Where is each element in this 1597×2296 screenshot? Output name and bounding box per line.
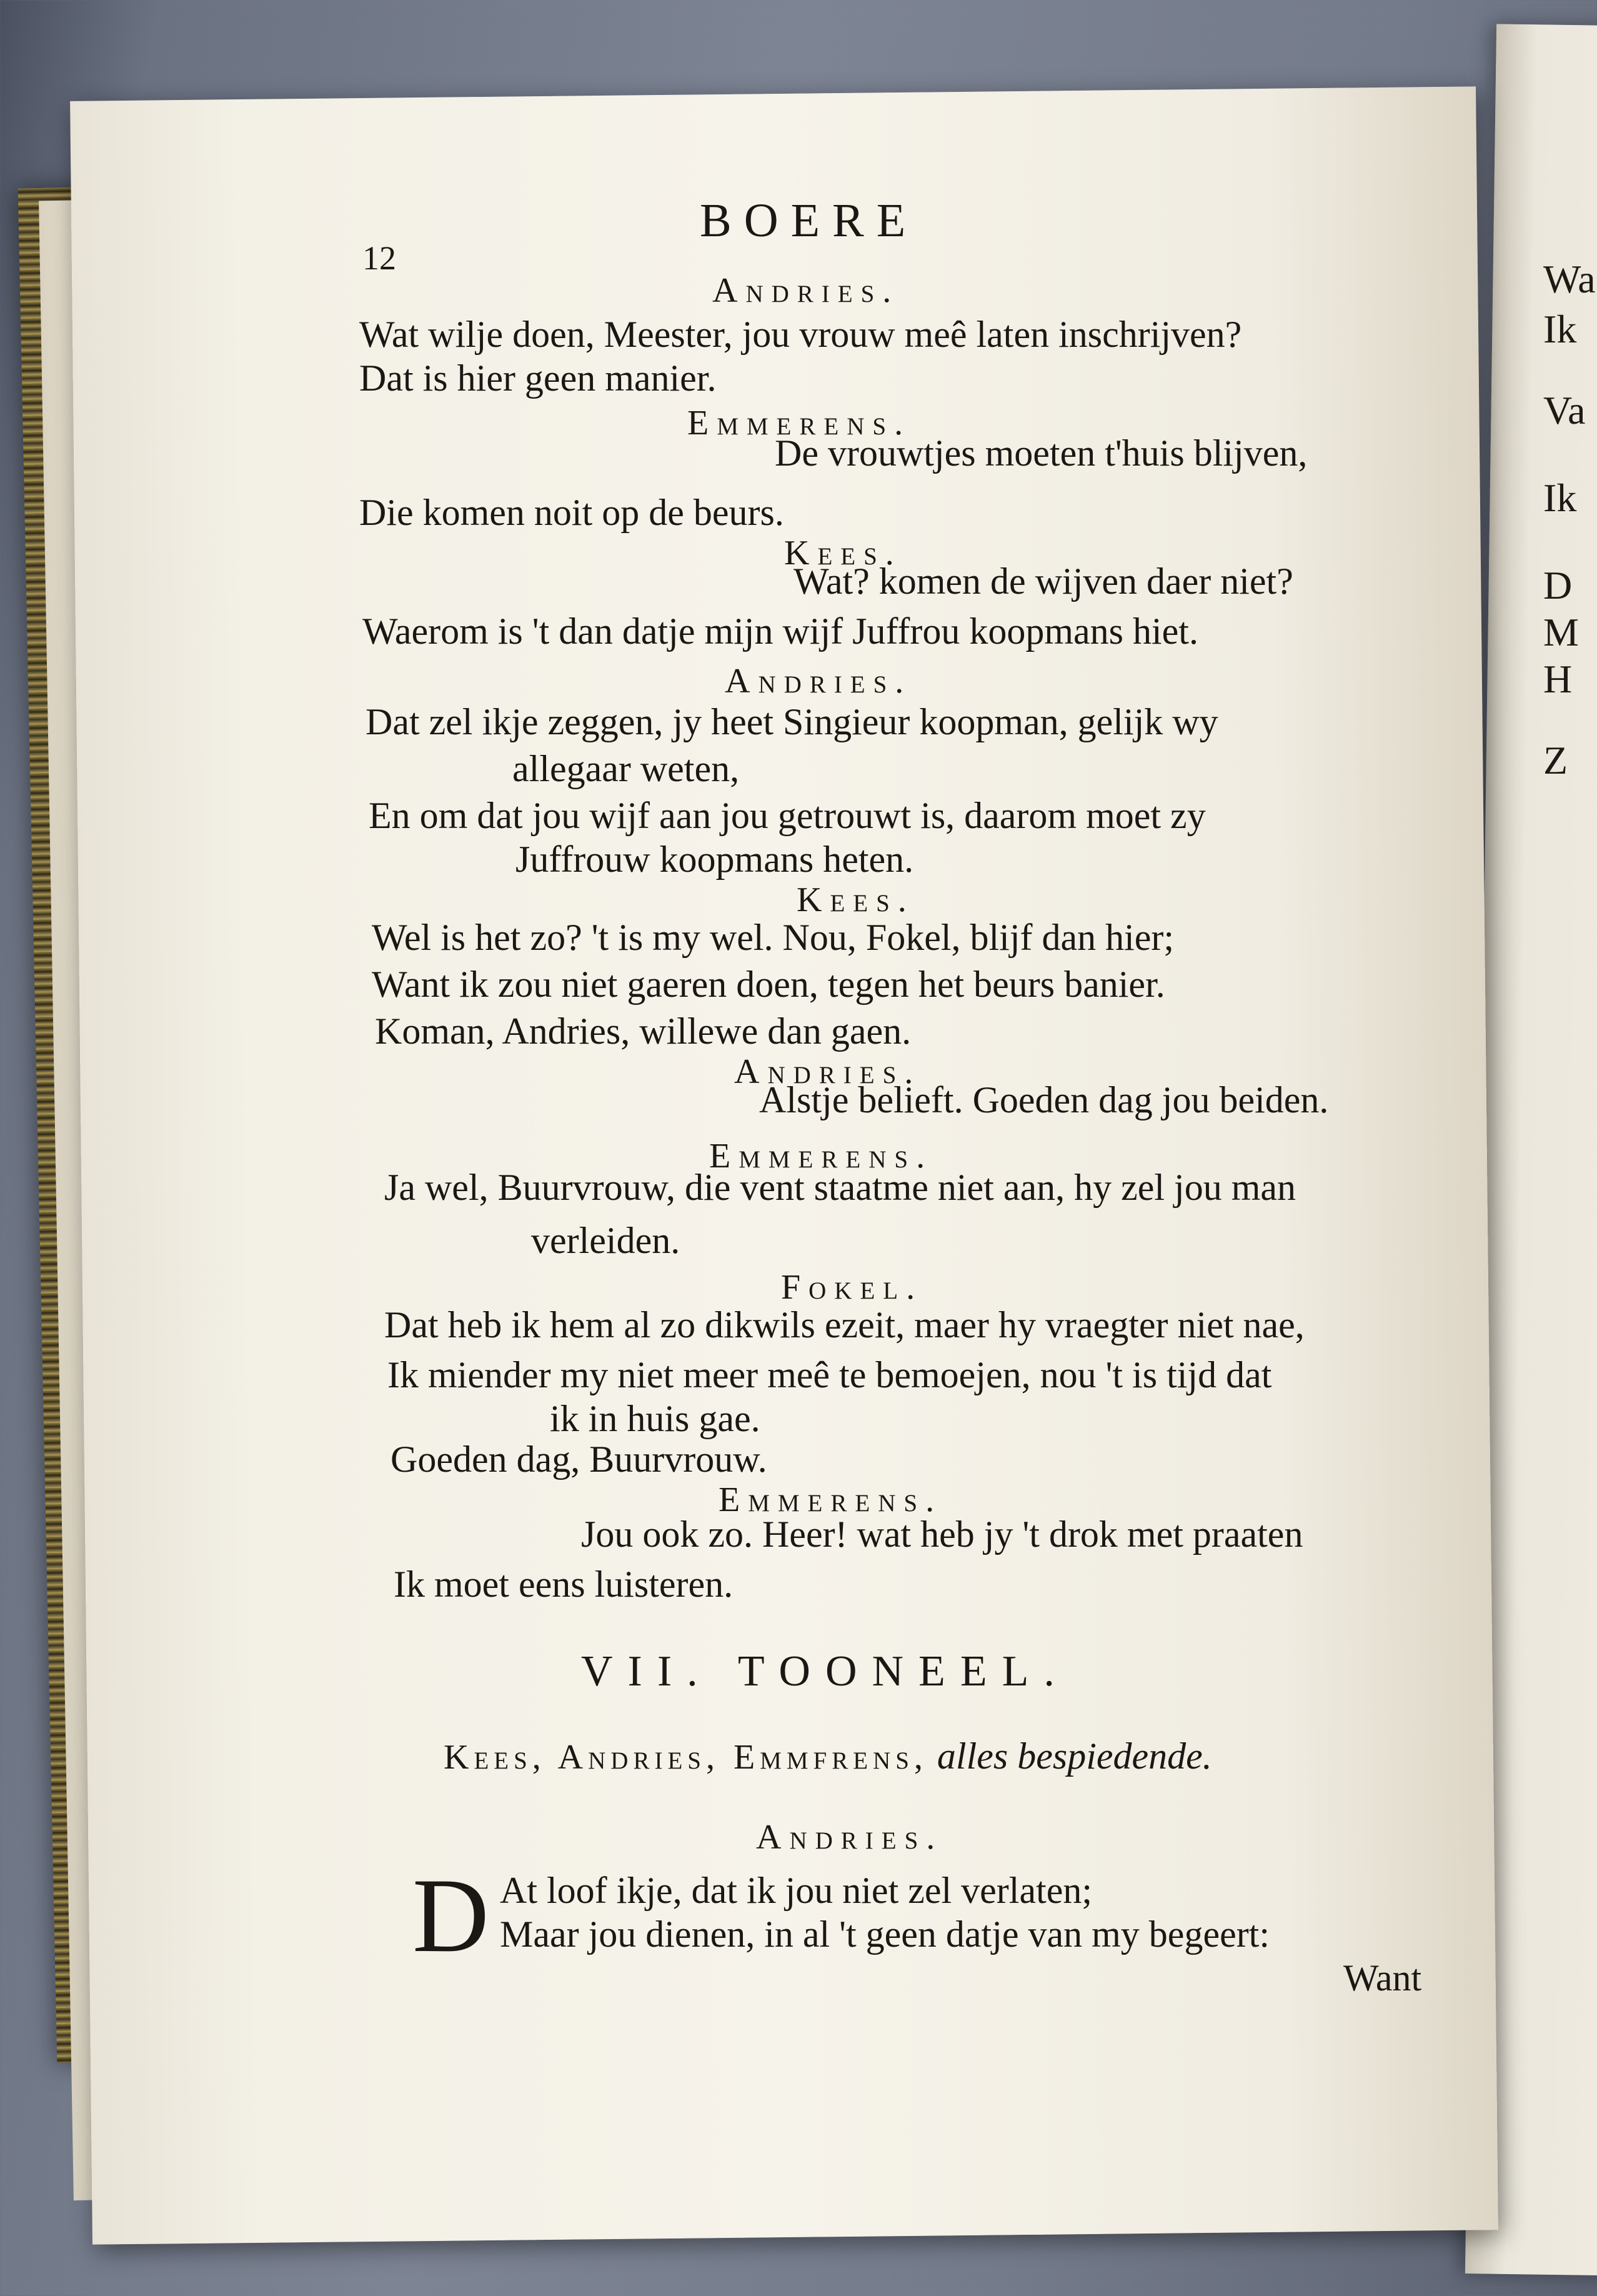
speaker-name: Fokel.	[781, 1268, 923, 1307]
facing-fragment: Ik	[1543, 307, 1577, 351]
verse-line: Dat is hier geen manier.	[359, 357, 717, 399]
verse-line: ik in huis gae.	[550, 1398, 760, 1439]
speaker-name: Andries.	[712, 271, 900, 310]
verse-line: Wat? komen de wijven daer niet?	[794, 561, 1293, 602]
verse-line: Koman, Andries, willewe dan gaen.	[375, 1011, 912, 1052]
drop-cap: D	[412, 1857, 489, 1974]
verse-line: At loof ikje, dat ik jou niet zel verlaten;	[500, 1870, 1093, 1911]
verse-line: De vrouwtjes moeten t'huis blijven,	[775, 432, 1308, 474]
verse-line: Wat wilje doen, Meester, jou vrouw meê laten inschrijven?	[359, 314, 1242, 355]
scene-direction: alles bespiedende.	[937, 1735, 1212, 1777]
speaker-name: Emmerens.	[709, 1137, 933, 1175]
speaker-name: Kees.	[797, 881, 915, 919]
speaker-name: Andries.	[734, 1052, 922, 1091]
verse-line: Dat zel ikje zeggen, jy heet Singieur koopman, gelijk wy	[366, 701, 1218, 742]
verse-line: Juffrouw koopmans heten.	[515, 839, 914, 880]
facing-fragment: D	[1543, 563, 1573, 607]
speaker-name: Kees.	[784, 534, 902, 572]
running-title: BOERE	[700, 194, 918, 247]
verse-line: Ja wel, Buurvrouw, die vent staatme niet aan, hy zel jou man	[384, 1167, 1296, 1208]
verse-line: Wel is het zo? 't is my wel. Nou, Fokel, blijf dan hier;	[372, 917, 1175, 958]
facing-fragment: M	[1543, 610, 1579, 654]
catchword: Want	[1343, 1957, 1422, 1999]
speaker-name: Andries.	[725, 662, 912, 701]
facing-fragment: Va	[1543, 388, 1586, 432]
verse-line: Die komen noit op de beurs.	[359, 492, 784, 533]
facing-fragment: Ik	[1543, 476, 1577, 520]
facing-fragment: Z	[1543, 738, 1568, 782]
verse-line: Goeden dag, Buurvrouw.	[391, 1439, 767, 1480]
speaker-name: Andries.	[756, 1818, 943, 1857]
verse-line: Alstje belieft. Goeden dag jou beiden.	[759, 1079, 1329, 1121]
verse-line: Ik moet eens luisteren.	[394, 1564, 734, 1605]
verse-line: Ik miender my niet meer meê te bemoejen, nou 't is tijd dat	[387, 1354, 1272, 1395]
verse-line: allegaar weten,	[512, 748, 740, 789]
speaker-name: Emmerens.	[719, 1480, 943, 1519]
verse-line: En om dat jou wijf aan jou getrouwt is, daarom moet zy	[369, 795, 1206, 836]
scene-heading: VII. TOONEEL.	[581, 1647, 1070, 1695]
verse-line: Want ik zou niet gaeren doen, tegen het beurs banier.	[372, 964, 1165, 1005]
page-number: 12	[362, 239, 396, 277]
verse-line: Maar jou dienen, in al 't geen datje van my begeert:	[500, 1914, 1270, 1955]
facing-fragment: H	[1543, 657, 1573, 701]
scene-cast	[444, 1734, 1212, 1779]
verse-line: Dat heb ik hem al zo dikwils ezeit, maer hy vraegter niet nae,	[384, 1304, 1305, 1345]
verse-line: verleiden.	[531, 1220, 680, 1261]
facing-fragment: Wa	[1543, 257, 1596, 301]
scene-cast-names: Kees, Andries, Emmfrens,	[444, 1738, 928, 1777]
speaker-name: Emmerens.	[687, 404, 912, 442]
verse-line: Jou ook zo. Heer! wat heb jy 't drok met praaten	[581, 1514, 1303, 1555]
verse-line: Waerom is 't dan datje mijn wijf Juffrou koopmans hiet.	[362, 611, 1198, 652]
